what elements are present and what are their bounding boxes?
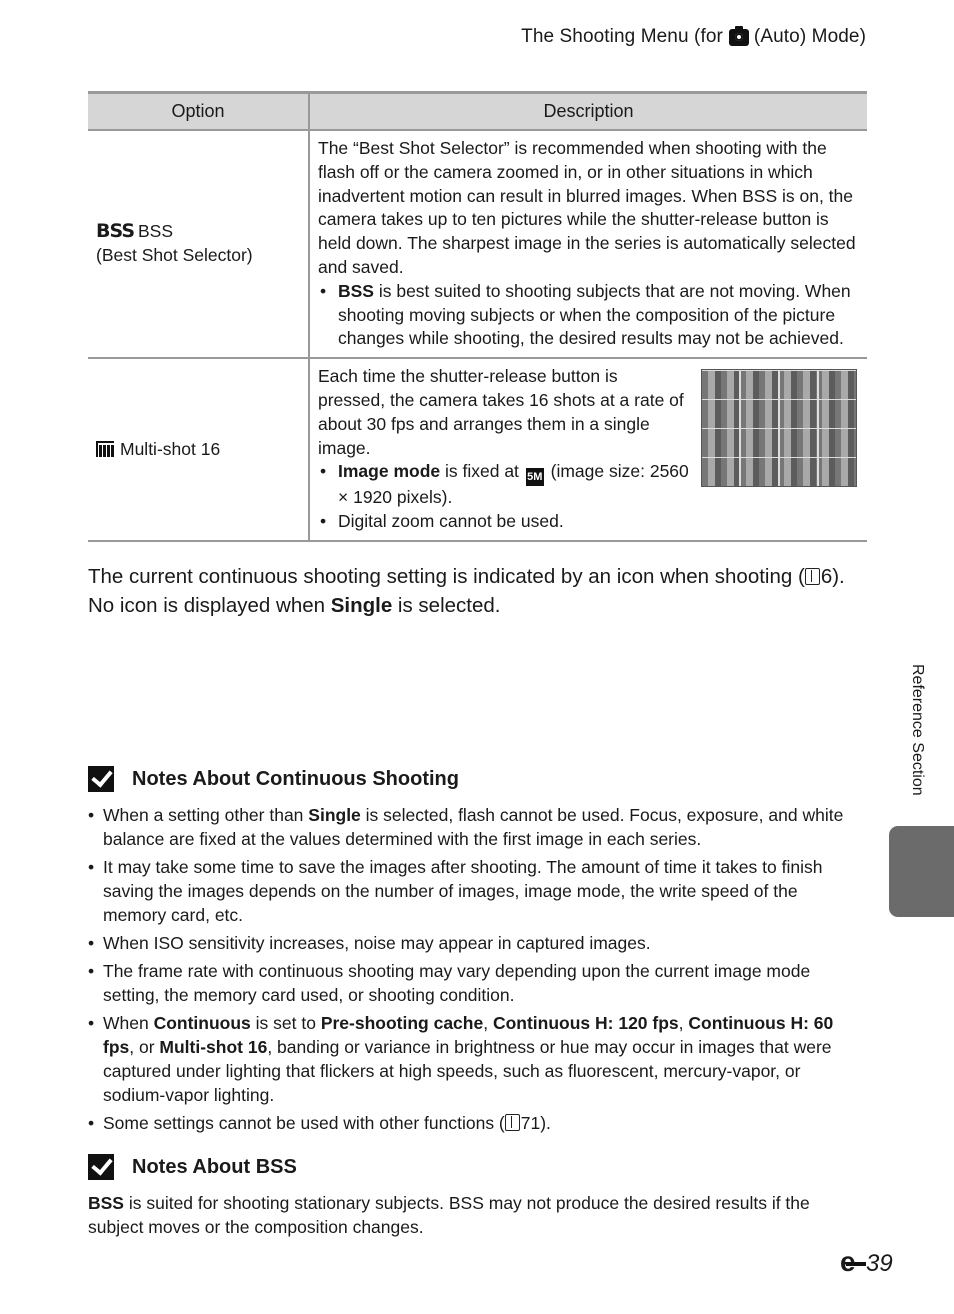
list-item: • When ISO sensitivity increases, noise may appear in captured images. bbox=[88, 931, 864, 955]
list-item bbox=[88, 1111, 864, 1135]
para-part1: The current continuous shooting setting is indicated by an icon when shooting ( bbox=[88, 565, 805, 588]
multishot-bullet-image-mode bbox=[318, 460, 689, 510]
note-text: , bbox=[483, 1013, 493, 1033]
table-row-multishot bbox=[88, 358, 867, 541]
list-item: • It may take some time to save the images after shooting. The amount of time it takes to finish saving the images depends on the number of images, image mode, the write speed of the memory card, etc. bbox=[88, 855, 864, 927]
bss-bullet bbox=[318, 280, 857, 351]
option-multishot-label: Multi-shot 16 bbox=[120, 438, 221, 459]
option-bss-label: BSS bbox=[138, 221, 174, 242]
e-reference-icon bbox=[840, 1253, 864, 1275]
list-item bbox=[88, 1011, 864, 1107]
note-bold: Continuous bbox=[153, 1013, 251, 1033]
note-bold: Multi-shot 16 bbox=[159, 1037, 268, 1057]
checkmark-note-icon bbox=[88, 1154, 114, 1180]
page-number bbox=[840, 1250, 893, 1278]
option-cell-multishot bbox=[88, 358, 309, 541]
note-text: When a setting other than bbox=[103, 805, 309, 825]
notes-continuous-heading bbox=[88, 766, 459, 792]
note-text: , or bbox=[129, 1037, 160, 1057]
reference-book-icon bbox=[805, 568, 820, 585]
table-header-row bbox=[88, 93, 867, 131]
bss-description: The “Best Shot Selector” is recommended when shooting with the flash off or the camera zoomed in, or in other situations in which inadvertent motion can result in blurred images. When BSS is on, the camera takes up to ten pictures while the shutter-release button is held down. The sharpest image in the series is automatically selected and saved. bbox=[318, 138, 856, 277]
header-suffix: (Auto) Mode) bbox=[753, 26, 866, 47]
side-thumb-tab bbox=[889, 826, 954, 917]
para-part2: ). No icon is displayed when bbox=[88, 565, 845, 617]
notes-continuous-title: Notes About Continuous Shooting bbox=[132, 767, 459, 790]
camera-auto-icon bbox=[729, 29, 749, 46]
multi-shot-icon bbox=[96, 441, 114, 457]
notes-continuous-list bbox=[88, 803, 864, 1139]
option-cell-bss bbox=[88, 130, 309, 358]
multishot-bullet-digital-zoom: • Digital zoom cannot be used. bbox=[318, 510, 857, 534]
bss-note-bold: BSS bbox=[88, 1193, 124, 1213]
reference-book-icon bbox=[505, 1114, 520, 1131]
continuous-indicator-paragraph bbox=[88, 562, 868, 620]
list-item: • The frame rate with continuous shooting may vary depending upon the current image mode setting, the memory card used, or shooting condition. bbox=[88, 959, 864, 1007]
notes-bss-heading bbox=[88, 1154, 297, 1180]
note-text: Some settings cannot be used with other functions ( bbox=[103, 1113, 505, 1133]
multi-shot-16-sample-image bbox=[701, 369, 857, 487]
bss-note-body: is suited for shooting stationary subjects. BSS may not produce the desired results if the subject moves or the composition changes. bbox=[88, 1193, 810, 1237]
note-text: , banding or variance in brightness or hue may occur in images that were captured under lighting that flickers at high speeds, such as fluorescent, mercury-vapor, or sodium-vapor lighting. bbox=[103, 1037, 832, 1105]
5m-image-size-icon: 5M bbox=[526, 468, 544, 486]
para-bold-single: Single bbox=[330, 594, 393, 617]
note-text: ). bbox=[540, 1113, 551, 1133]
note-bold: Continuous H: 60 fps bbox=[103, 1013, 834, 1057]
options-table bbox=[88, 91, 867, 542]
column-header-option: Option bbox=[88, 93, 309, 131]
list-item bbox=[88, 803, 864, 851]
note-bold: Pre-shooting cache bbox=[320, 1013, 484, 1033]
bss-bullet-bold: BSS bbox=[338, 280, 374, 301]
bss-icon: BSS bbox=[96, 220, 134, 243]
image-mode-pre: is fixed at bbox=[440, 461, 524, 482]
side-label-text: Reference Section bbox=[909, 664, 926, 796]
description-cell-bss bbox=[309, 130, 867, 358]
page-number-value: 39 bbox=[866, 1250, 893, 1277]
note-bold: Continuous H: 120 fps bbox=[492, 1013, 679, 1033]
note-text: is set to bbox=[250, 1013, 321, 1033]
notes-bss-text bbox=[88, 1191, 868, 1239]
bss-bullet-text: is best suited to shooting subjects that are not moving. When shooting moving subjects or when the composition of the picture changes while shooting, the desired results may not be achieved. bbox=[338, 280, 851, 349]
image-mode-post: (image size: 2560 × 1920 pixels). bbox=[338, 461, 689, 508]
side-section-label bbox=[908, 664, 928, 814]
notes-bss-title: Notes About BSS bbox=[132, 1155, 297, 1178]
page-header bbox=[521, 26, 866, 48]
image-mode-bold: Image mode bbox=[338, 461, 441, 482]
para-ref-page: 6 bbox=[820, 565, 833, 588]
note-text: , bbox=[678, 1013, 689, 1033]
para-part3: is selected. bbox=[392, 594, 501, 617]
note-text: is selected, flash cannot be used. Focus, exposure, and white balance are fixed at the values determined with the first image in each series. bbox=[103, 805, 844, 849]
column-header-description: Description bbox=[309, 93, 867, 131]
checkmark-note-icon bbox=[88, 766, 114, 792]
multishot-description: Each time the shutter-release button is pressed, the camera takes 16 shots at a rate of about 30 fps and arranges them in a single image. bbox=[318, 366, 684, 458]
description-cell-multishot bbox=[309, 358, 867, 541]
note-ref-page: 71 bbox=[520, 1113, 541, 1133]
note-bold: Single bbox=[308, 805, 361, 825]
table-row-bss bbox=[88, 130, 867, 358]
note-text: When bbox=[103, 1013, 154, 1033]
header-prefix: The Shooting Menu (for bbox=[521, 26, 723, 47]
option-bss-sublabel: (Best Shot Selector) bbox=[96, 245, 253, 266]
